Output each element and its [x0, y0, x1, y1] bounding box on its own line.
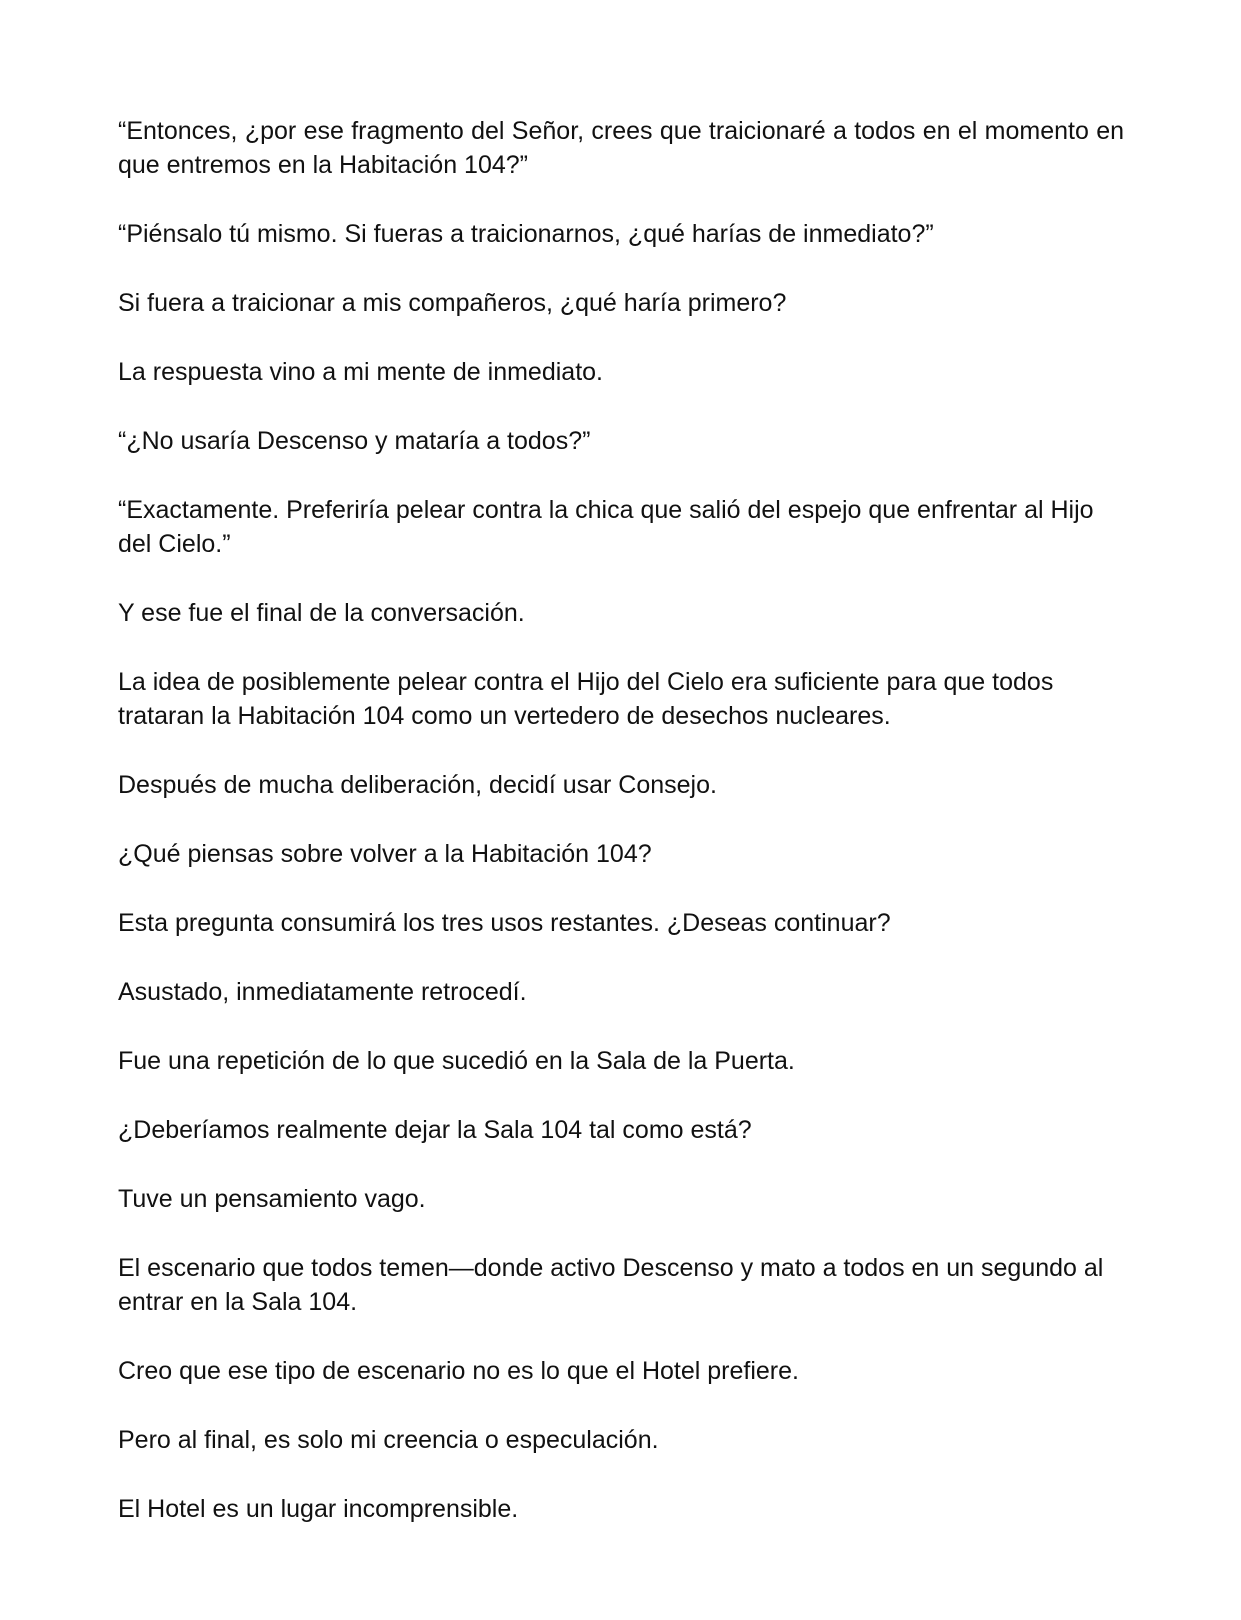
document-page	[118, 114, 1124, 1561]
paragraph-9: Después de mucha deliberación, decidí usar Consejo.	[118, 771, 717, 799]
paragraph-11: Esta pregunta consumirá los tres usos restantes. ¿Deseas continuar?	[118, 909, 891, 937]
paragraph-18: Pero al final, es solo mi creencia o especulación.	[118, 1426, 659, 1454]
paragraph-19: El Hotel es un lugar incomprensible.	[118, 1495, 519, 1523]
paragraph-15: Tuve un pensamiento vago.	[118, 1185, 426, 1213]
paragraph-12: Asustado, inmediatamente retrocedí.	[118, 978, 527, 1006]
paragraph-1: “Entonces, ¿por ese fragmento del Señor, crees que traicionaré a todos en el momento en que entremos en la Habitación 104?”	[118, 117, 1124, 179]
paragraph-5: “¿No usaría Descenso y mataría a todos?”	[118, 427, 591, 455]
paragraph-4: La respuesta vino a mi mente de inmediato.	[118, 358, 603, 386]
paragraph-13: Fue una repetición de lo que sucedió en la Sala de la Puerta.	[118, 1047, 795, 1075]
paragraph-17: Creo que ese tipo de escenario no es lo que el Hotel prefiere.	[118, 1357, 799, 1385]
paragraph-10: ¿Qué piensas sobre volver a la Habitación 104?	[118, 840, 652, 868]
paragraph-16: El escenario que todos temen—donde activo Descenso y mato a todos en un segundo al entrar en la Sala 104.	[118, 1254, 1104, 1316]
paragraph-3: Si fuera a traicionar a mis compañeros, ¿qué haría primero?	[118, 289, 787, 317]
paragraph-2: “Piénsalo tú mismo. Si fueras a traicionarnos, ¿qué harías de inmediato?”	[118, 220, 934, 248]
paragraph-14: ¿Deberíamos realmente dejar la Sala 104 tal como está?	[118, 1116, 752, 1144]
paragraph-7: Y ese fue el final de la conversación.	[118, 599, 525, 627]
paragraph-6: “Exactamente. Preferiría pelear contra la chica que salió del espejo que enfrentar al Hijo del Cielo.”	[118, 496, 1094, 558]
paragraph-8: La idea de posiblemente pelear contra el Hijo del Cielo era suficiente para que todos trataran la Habitación 104 como un vertedero de desechos nucleares.	[118, 668, 1054, 730]
